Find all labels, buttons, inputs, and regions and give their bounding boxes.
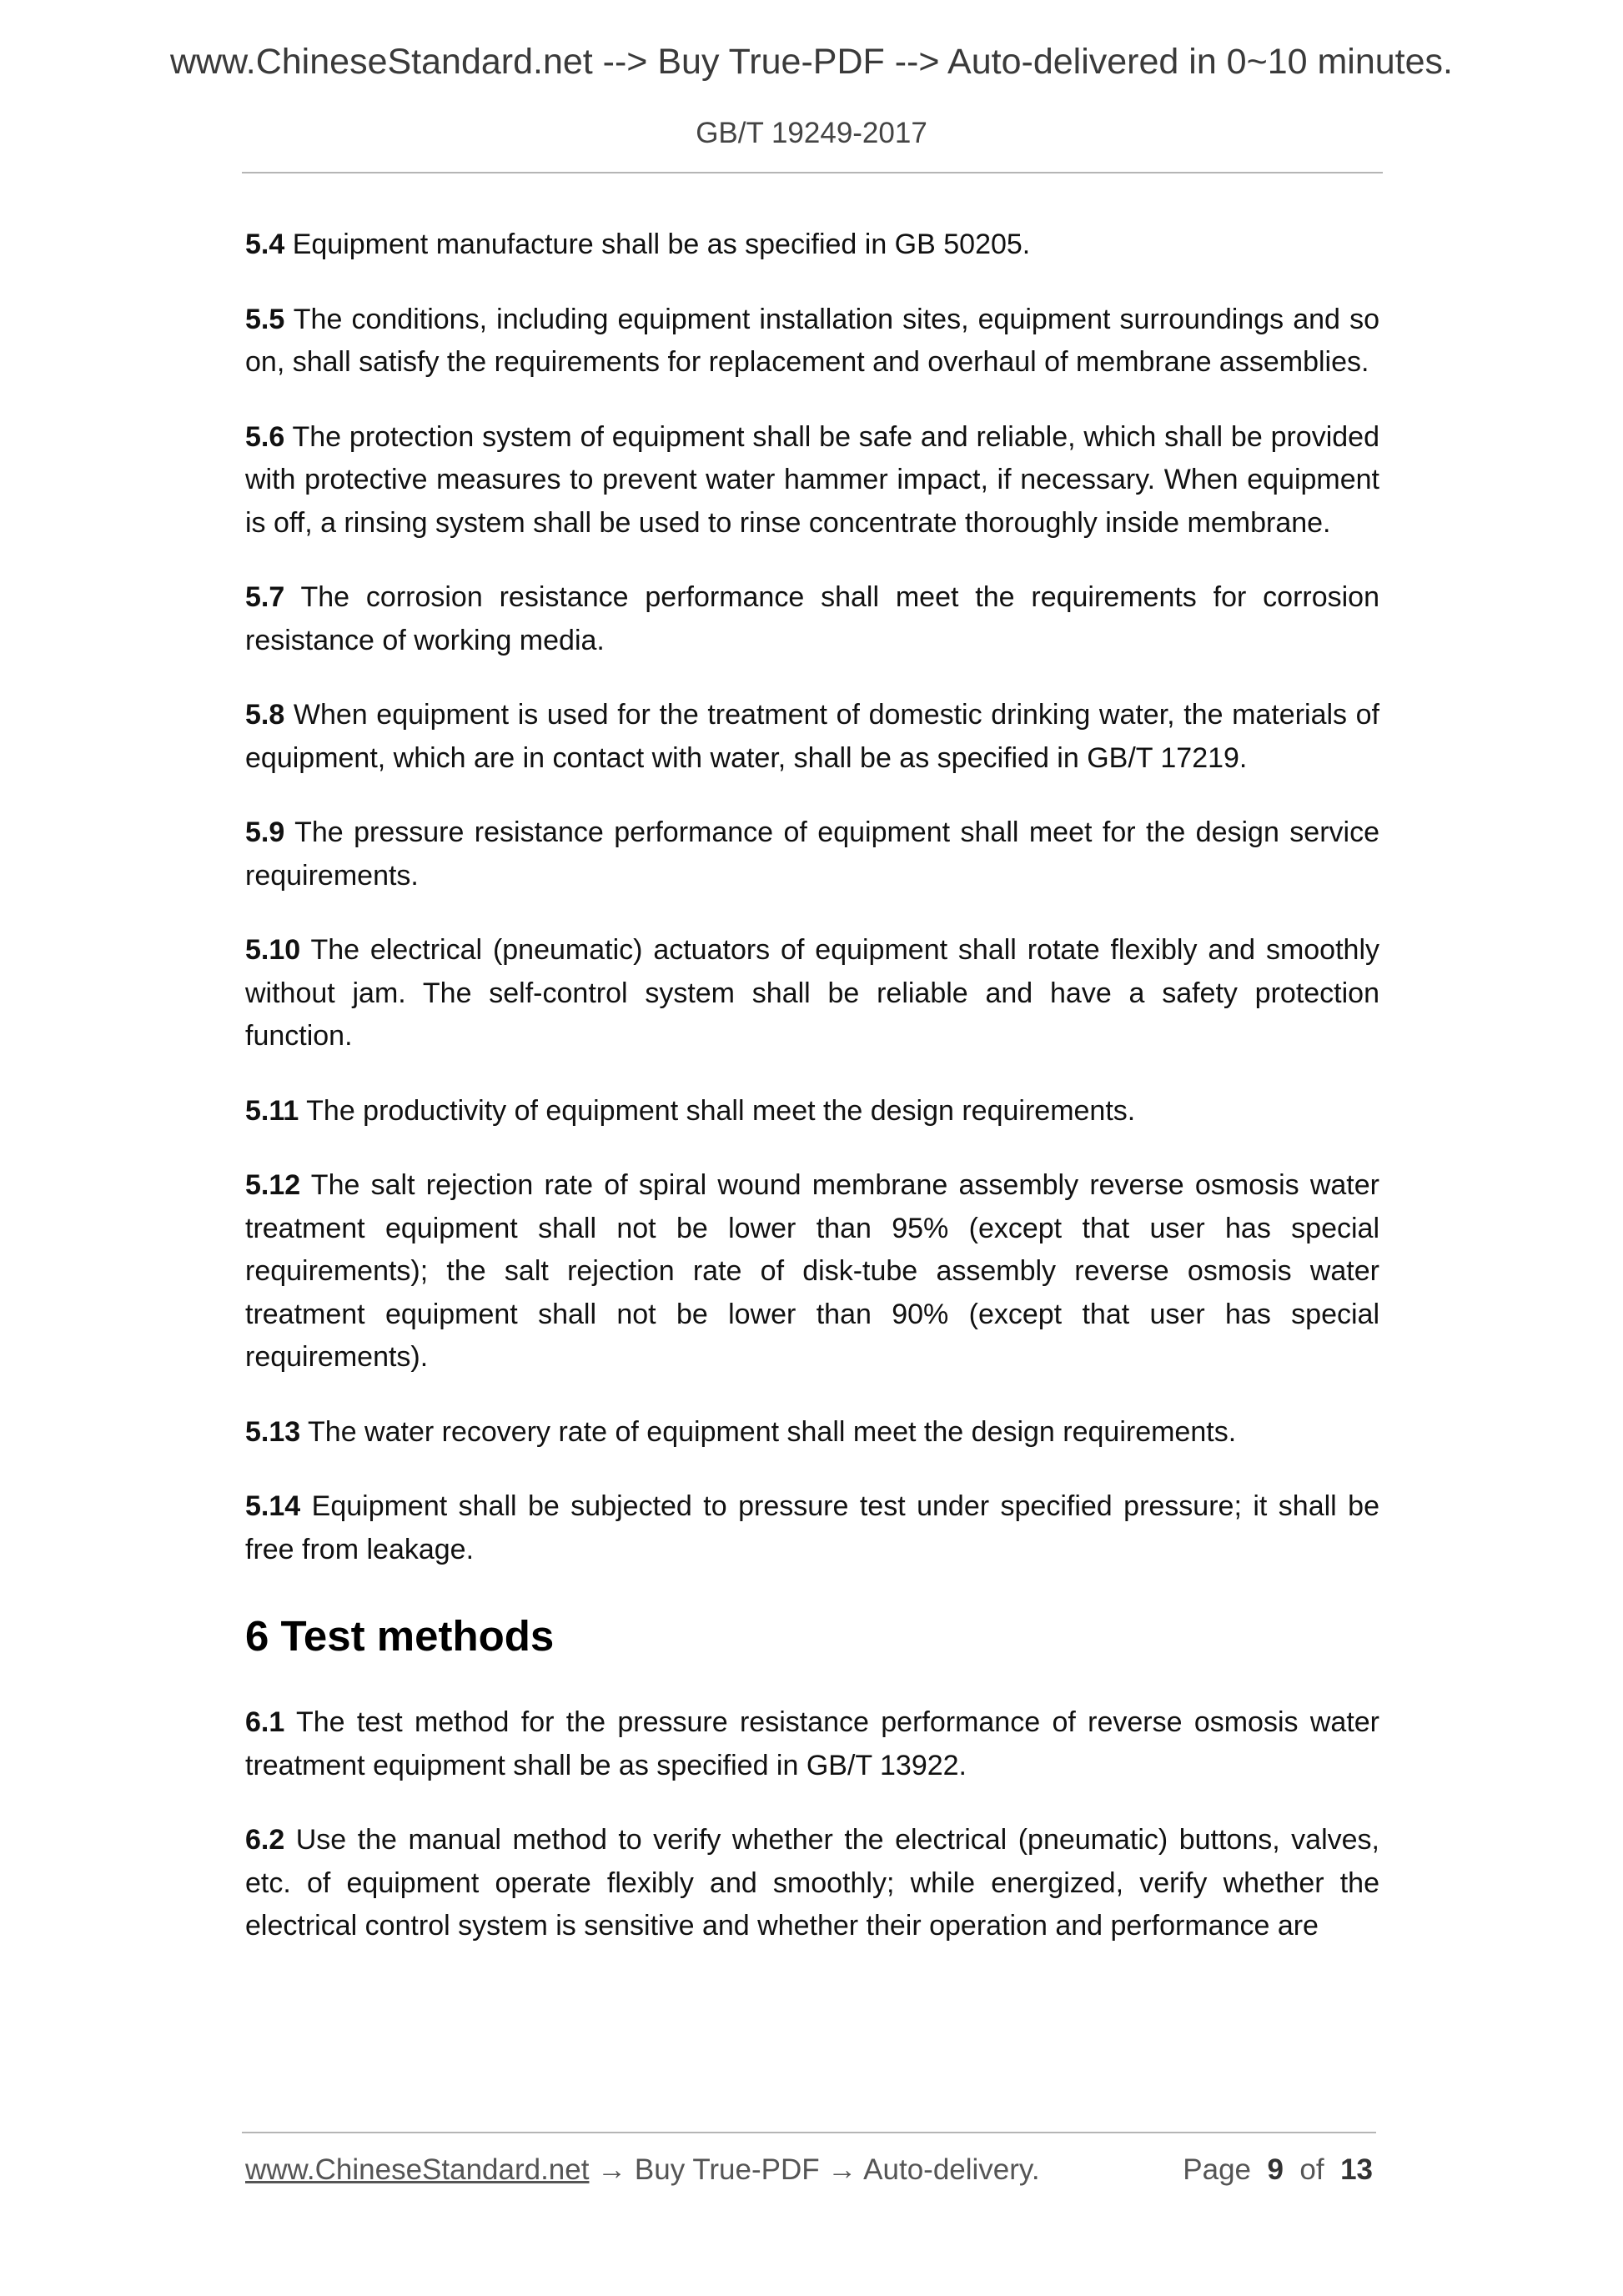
clause-5-12 (245, 1164, 1379, 1379)
page-label: Page (1183, 2153, 1252, 2186)
clause-number: 6.1 (245, 1706, 285, 1738)
clause-5-7 (245, 576, 1379, 662)
header-divider (242, 172, 1383, 173)
footer-divider (242, 2132, 1376, 2133)
clause-5-8 (245, 694, 1379, 780)
current-page: 9 (1267, 2153, 1284, 2186)
clause-text: Equipment manufacture shall be as specified in GB 50205. (284, 229, 1031, 260)
page-number (1183, 2153, 1373, 2187)
clause-5-14 (245, 1485, 1379, 1571)
clause-number: 5.13 (245, 1415, 301, 1448)
clause-text: The protection system of equipment shall be safe and reliable, which shall be provided with protective measures to prevent water hammer impact, if necessary. When equipment is off, a rinsing system shall be used to rinse concentrate thoroughly inside membrane. (245, 420, 1379, 539)
clause-5-5 (245, 299, 1379, 384)
section-heading-test-methods: 6 Test methods (245, 1612, 555, 1660)
footer-site-link[interactable]: www.ChineseStandard.net (245, 2153, 590, 2186)
clause-6-2 (245, 1819, 1379, 1948)
clause-text: When equipment is used for the treatment of domestic drinking water, the materials of equipment, which are in contact with water, shall be as specified in GB/T 17219. (245, 699, 1379, 774)
clause-text: The conditions, including equipment installation sites, equipment surroundings and so on, shall satisfy the requirements for replacement and overhaul of membrane assemblies. (245, 303, 1379, 378)
clause-5-9 (245, 811, 1379, 897)
clause-5-11 (245, 1090, 1379, 1133)
clause-number: 5.8 (245, 699, 285, 731)
clause-5-6 (245, 416, 1379, 545)
clause-text: Use the manual method to verify whether the electrical (pneumatic) buttons, valves, etc. of equipment operate flexibly and smoothly; while energized, verify whether the electrical control system is sensitive and whether their operation and performance are (245, 1824, 1379, 1942)
clause-6-1 (245, 1701, 1379, 1787)
clause-number: 5.10 (245, 934, 301, 966)
clause-text: The test method for the pressure resistance performance of reverse osmosis water treatment equipment shall be as specified in GB/T 13922. (245, 1706, 1379, 1781)
clause-number: 5.14 (245, 1490, 301, 1522)
document-code: GB/T 19249-2017 (696, 117, 927, 149)
clause-text: The productivity of equipment shall meet the design requirements. (299, 1094, 1136, 1127)
page-content (245, 224, 1379, 1980)
total-pages: 13 (1340, 2153, 1373, 2186)
page-footer (245, 2153, 1373, 2187)
clause-5-13 (245, 1411, 1379, 1454)
clause-number: 5.5 (245, 303, 285, 335)
clause-number: 5.4 (245, 229, 285, 260)
clause-text: The salt rejection rate of spiral wound membrane assembly reverse osmosis water treatment equipment shall not be lower than 95% (except that user has special requirements); the salt rejection rate of disk-tube assembly reverse osmosis water treatment equipment shall not be lower than 90% (except that user has special requirements). (245, 1169, 1379, 1373)
clause-text: The pressure resistance performance of equipment shall meet for the design service requirements. (245, 816, 1379, 892)
clause-text: The corrosion resistance performance shall meet the requirements for corrosion resistance of working media. (245, 581, 1379, 656)
clause-number: 5.12 (245, 1169, 301, 1201)
clause-text: Equipment shall be subjected to pressure test under specified pressure; it shall be free from leakage. (245, 1490, 1379, 1565)
clause-number: 6.2 (245, 1824, 285, 1856)
page-of-label: of (1299, 2153, 1324, 2186)
clause-text: The electrical (pneumatic) actuators of equipment shall rotate flexibly and smoothly without jam. The self-control system shall be reliable and have a safety protection function. (245, 934, 1379, 1052)
site-banner: www.ChineseStandard.net --> Buy True-PDF --> Auto-delivered in 0~10 minutes. (169, 42, 1453, 82)
clause-5-10 (245, 929, 1379, 1058)
clause-text: The water recovery rate of equipment shall meet the design requirements. (300, 1415, 1237, 1448)
clause-number: 5.11 (245, 1094, 299, 1127)
clause-number: 5.7 (245, 581, 285, 613)
clause-5-4 (245, 224, 1379, 267)
clause-number: 5.9 (245, 816, 285, 848)
footer-tagline: → Buy True-PDF → Auto-delivery. (589, 2153, 1040, 2186)
clause-number: 5.6 (245, 420, 285, 453)
